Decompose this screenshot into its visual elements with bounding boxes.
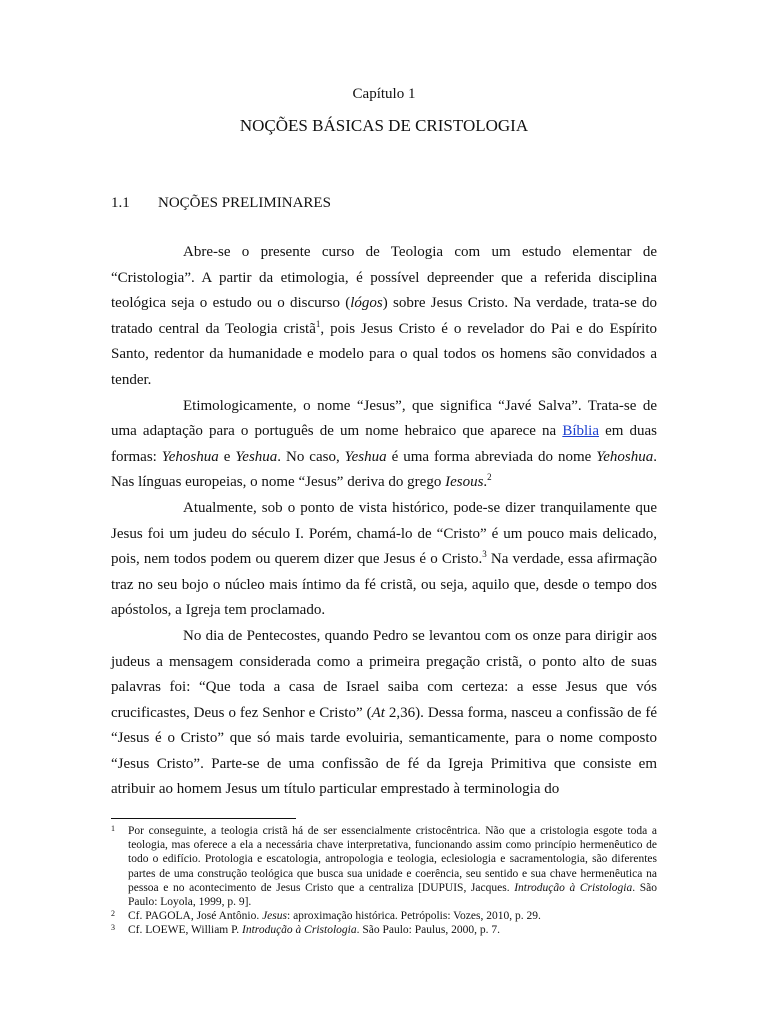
text-run: Por conseguinte, a teologia cristã há de ser essencialmente cristocêntrica. Não que a cristologia esgote toda a teologia, mas oferece a ela a necessária chave interpretativa, funcionando assim como princípio hermenêutico de todo o edifício. Protologia e escatologia, antropologia e teologia, eclesiologia e sacramentologia, são diferentes partes de uma construção teológica que busca sua unidade e coerência, seu sentido e sua chave hermenêutica na pessoa e no acontecimento de Jesus Cristo que a centraliza [DUPUIS, Jacques.	[128, 825, 657, 894]
paragraph-3	[111, 496, 657, 624]
italic-term: Iesous	[445, 474, 484, 491]
italic-term: Yeshua	[344, 448, 387, 465]
chapter-label: Capítulo 1	[352, 86, 416, 102]
footnote-ref-2[interactable]: 2	[487, 472, 492, 483]
italic-term: Yehoshua	[161, 448, 219, 465]
footnotes	[111, 824, 657, 938]
paragraph-4	[111, 624, 657, 803]
text-run: . São Paulo: Loyola, 1999, p. 9].	[128, 881, 658, 909]
paragraph-1	[111, 240, 657, 394]
text-run: é uma forma abreviada do nome	[386, 448, 597, 465]
text-run: , pois Jesus Cristo é o revelador do Pai e do Espírito Santo, redentor da humanidade e modelo para o qual todos os homens são convidados a tender.	[111, 320, 657, 388]
text-run: . Nas línguas europeias, o nome “Jesus” deriva do grego	[111, 448, 657, 491]
bible-link[interactable]: Bíblia	[562, 423, 599, 440]
footnote-2	[111, 909, 657, 923]
footnote-mark: 1	[111, 824, 115, 833]
text-run: Etimologicamente, o nome “Jesus”, que significa “Javé Salva”. Trata-se de uma adaptação para o português de um nome hebraico que aparece na	[111, 397, 657, 440]
footnote-1	[111, 824, 657, 909]
text-run: No dia de Pentecostes, quando Pedro se levantou com os onze para dirigir aos judeus a mensagem considerada como a primeira pregação cristã, o ponto alto de suas palavras foi: “Que toda a casa de Israel saiba com certeza: a esse Jesus que vós crucificastes, Deus o fez Senhor e Cristo” (	[111, 627, 657, 721]
footnote-text	[128, 909, 657, 923]
section-number: 1.1	[111, 195, 130, 211]
footnote-ref-1[interactable]: 1	[315, 318, 321, 329]
text-run: . São Paulo: Paulus, 2000, p. 7.	[356, 924, 501, 937]
text-run: e	[218, 448, 236, 465]
footnote-mark: 3	[111, 923, 115, 933]
italic-term: Jesus	[262, 910, 287, 923]
text-run: Na verdade, essa afirmação traz no seu bojo o núcleo mais íntimo da fé cristã, ou seja, aquilo que, desde o tempo dos apóstolos, a Igreja tem proclamado.	[111, 551, 658, 619]
text-run: . No caso,	[277, 448, 345, 465]
section-heading	[111, 195, 331, 212]
text-run: em duas formas:	[111, 423, 657, 465]
italic-term: Yehoshua	[596, 448, 654, 465]
chapter-title: NOÇÕES BÁSICAS DE CRISTOLOGIA	[239, 116, 529, 135]
text-run: ) sobre Jesus Cristo. Na verdade, trata-se do tratado central da Teologia cristã	[111, 295, 658, 337]
text-run: Abre-se o presente curso de Teologia com um estudo elementar de “Cristologia”. A partir da etimologia, é possível depreender que a referida disciplina teológica seja o estudo ou o discurso (	[111, 244, 657, 312]
text-run: 2,36). Dessa forma, nasceu a confissão de fé “Jesus é o Cristo” que só mais tarde evoluiria, semanticamente, para o nome composto “Jesus Cristo”. Parte-se de uma confissão de fé da Igreja Primitiva que consiste em atribuir ao homem Jesus um título particular emprestado à terminologia do	[111, 704, 657, 798]
italic-term: Yeshua	[235, 448, 278, 465]
footnote-3	[111, 923, 657, 937]
footnote-mark: 2	[111, 909, 115, 919]
italic-term: lógos	[350, 295, 383, 312]
text-run: .	[483, 474, 488, 491]
footnote-text	[128, 824, 657, 909]
italic-term: Introdução à Cristologia	[242, 924, 357, 937]
paragraph-2	[111, 394, 657, 496]
footnote-text	[128, 923, 657, 937]
section-title: NOÇÕES PRELIMINARES	[158, 195, 331, 211]
text-run: Cf. PAGOLA, José Antônio.	[128, 910, 263, 923]
text-run: Atualmente, sob o ponto de vista histórico, pode-se dizer tranquilamente que Jesus foi um judeu do século I. Porém, chamá-lo de “Cristo” é um pouco mais delicado, pois, nem todos podem ou querem dizer que Jesus é o Cristo.	[111, 499, 657, 568]
footnote-divider	[111, 818, 296, 819]
text-run: Cf. LOEWE, William P.	[128, 924, 242, 937]
text-run: : aproximação histórica. Petrópolis: Vozes, 2010, p. 29.	[287, 910, 541, 923]
body-text	[111, 240, 657, 803]
italic-term: Introdução à Cristologia	[514, 881, 633, 894]
footnote-ref-3[interactable]: 3	[482, 549, 487, 560]
italic-term: At	[371, 704, 385, 721]
